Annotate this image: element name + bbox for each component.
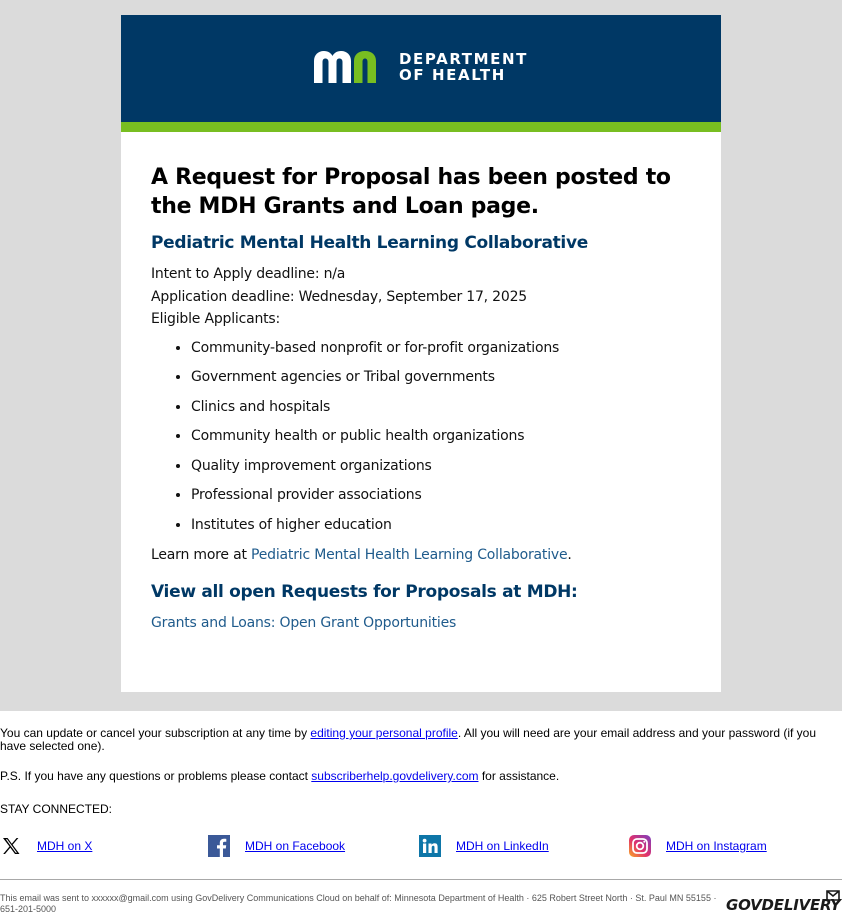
social-x (0, 835, 92, 857)
mdh-logo[interactable] (314, 51, 534, 85)
facebook-icon[interactable] (208, 835, 230, 857)
logo-line-2: OF HEALTH (399, 66, 506, 84)
social-linkedin (419, 835, 549, 857)
social-link-linkedin[interactable]: MDH on LinkedIn (456, 839, 549, 853)
logo-line-1: DEPARTMENT (399, 50, 528, 68)
list-item: • Community-based nonprofit or for-profit organizations (191, 338, 691, 358)
email-card (121, 15, 721, 692)
intent-deadline: Intent to Apply deadline: n/a (151, 266, 346, 282)
footer-divider (0, 879, 842, 880)
envelope-icon (826, 889, 840, 901)
edit-profile-link[interactable]: editing your personal profile (310, 726, 458, 740)
headline: A Request for Proposal has been posted to the MDH Grants and Loan page. (151, 165, 671, 219)
social-facebook (208, 835, 345, 857)
grants-link[interactable]: Grants and Loans: Open Grant Opportunities (151, 615, 457, 632)
eligible-applicants-list (151, 338, 691, 536)
green-accent-bar (121, 122, 721, 132)
application-deadline: Application deadline: Wednesday, September 17, 2025 (151, 288, 528, 305)
stay-connected-label: STAY CONNECTED: (0, 802, 113, 816)
fine-print: This email was sent to xxxxxx@gmail.com using GovDelivery Communications Cloud on behalf of: Minnesota Department of Health · 625 Robert Street North · St. Paul MN 55155 · 651-201-5000 (0, 893, 717, 914)
list-item: • Quality improvement organizations (191, 456, 691, 476)
social-link-instagram[interactable]: MDH on Instagram (666, 839, 767, 853)
logo-wordmark (399, 51, 528, 83)
deadline-info (151, 263, 691, 331)
update-notice (0, 727, 842, 753)
update-prefix: You can update or cancel your subscription at any time by (0, 726, 311, 740)
ps-notice (0, 770, 559, 783)
list-item: • Institutes of higher education (191, 515, 691, 535)
social-link-x[interactable]: MDH on X (37, 839, 93, 853)
social-link-facebook[interactable]: MDH on Facebook (245, 839, 346, 853)
linkedin-icon[interactable] (419, 835, 441, 857)
instagram-icon[interactable] (629, 835, 651, 857)
subscriber-help-link[interactable]: subscriberhelp.govdelivery.com (311, 769, 479, 783)
email-footer (0, 726, 842, 853)
ps-prefix: P.S. If you have any questions or problems please contact (0, 769, 312, 783)
govdelivery-logo[interactable]: GOVDELIVERY (726, 896, 841, 914)
update-suffix: . All you will need are your email address and your password (if you have selected one). (0, 726, 817, 753)
announcement-body (151, 163, 691, 633)
mn-logo-icon (314, 51, 388, 83)
list-item: • Government agencies or Tribal governments (191, 367, 691, 387)
view-all-heading: View all open Requests for Proposals at MDH: (151, 582, 578, 603)
x-icon[interactable] (0, 835, 22, 857)
learn-more-suffix: . (567, 547, 572, 564)
social-instagram (629, 835, 767, 857)
list-item: • Clinics and hospitals (191, 397, 691, 417)
learn-more (151, 545, 691, 565)
program-title: Pediatric Mental Health Learning Collaborative (151, 233, 588, 253)
header-banner (121, 15, 721, 122)
list-item: • Community health or public health organizations (191, 426, 691, 446)
ps-suffix: for assistance. (478, 769, 560, 783)
learn-more-link[interactable]: Pediatric Mental Health Learning Collaborative (251, 547, 568, 564)
list-item: • Professional provider associations (191, 485, 691, 505)
learn-more-prefix: Learn more at (151, 547, 252, 564)
eligible-label: Eligible Applicants: (151, 311, 281, 327)
